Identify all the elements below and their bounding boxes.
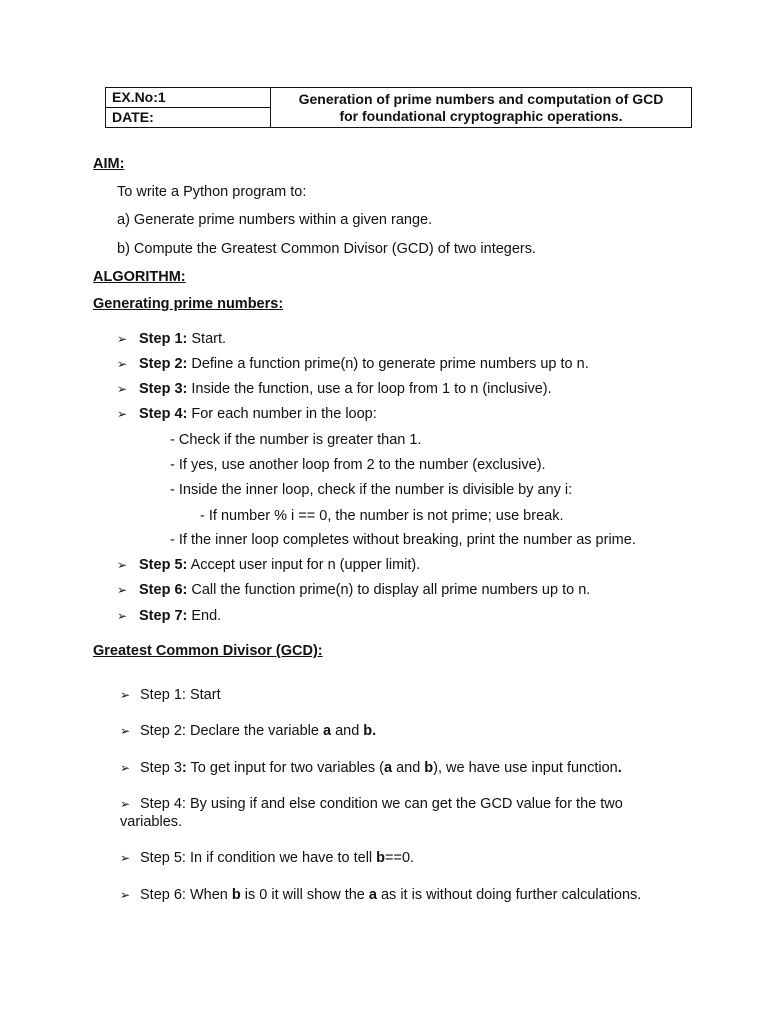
arrow-bullet-icon: ➢ <box>120 761 131 775</box>
document-title <box>271 91 691 125</box>
list-item: ➢ Step 1: Start <box>120 687 221 703</box>
substep: - If yes, use another loop from 2 to the number (exclusive). <box>170 457 546 473</box>
prime-section-heading: Generating prime numbers: <box>93 296 284 312</box>
list-item: ➢ Step 4: For each number in the loop: <box>117 406 377 422</box>
arrow-bullet-icon: ➢ <box>120 688 131 702</box>
list-item: ➢ Step 4: By using if and else condition we can get the GCD value for the two variables. <box>120 796 623 830</box>
list-item: ➢ Step 3: To get input for two variables (a and b), we have use input function. <box>120 760 622 776</box>
title-line: for foundational cryptographic operations. <box>339 108 623 124</box>
aim-item-b: b) Compute the Greatest Common Divisor (GCD) of two integers. <box>117 241 537 257</box>
arrow-bullet-icon: ➢ <box>117 357 128 371</box>
list-item: ➢ Step 2: Declare the variable a and b. <box>120 723 377 739</box>
header-table <box>105 87 692 128</box>
substep: - Inside the inner loop, check if the number is divisible by any i: <box>170 482 573 498</box>
arrow-bullet-icon: ➢ <box>117 558 128 572</box>
aim-item-a: a) Generate prime numbers within a given range. <box>117 212 433 228</box>
aim-intro: To write a Python program to: <box>117 184 307 200</box>
list-item: ➢ Step 5: In if condition we have to tell b==0. <box>120 850 415 866</box>
arrow-bullet-icon: ➢ <box>120 851 131 865</box>
substep: - If the inner loop completes without breaking, print the number as prime. <box>170 532 636 548</box>
list-item: ➢ Step 6: Call the function prime(n) to display all prime numbers up to n. <box>117 582 591 598</box>
date-label: DATE: <box>112 109 154 125</box>
gcd-section-heading: Greatest Common Divisor (GCD): <box>93 643 323 659</box>
arrow-bullet-icon: ➢ <box>120 797 131 811</box>
aim-heading: AIM: <box>93 156 125 172</box>
list-item: ➢ Step 2: Define a function prime(n) to generate prime numbers up to n. <box>117 356 589 372</box>
table-divider <box>106 107 270 108</box>
arrow-bullet-icon: ➢ <box>117 609 128 623</box>
arrow-bullet-icon: ➢ <box>117 407 128 421</box>
arrow-bullet-icon: ➢ <box>120 724 131 738</box>
arrow-bullet-icon: ➢ <box>120 888 131 902</box>
arrow-bullet-icon: ➢ <box>117 382 128 396</box>
list-item: ➢ Step 3: Inside the function, use a for loop from 1 to n (inclusive). <box>117 381 552 397</box>
arrow-bullet-icon: ➢ <box>117 332 128 346</box>
title-line: Generation of prime numbers and computation of GCD <box>298 91 664 107</box>
algorithm-heading: ALGORITHM: <box>93 269 186 285</box>
list-item: ➢ Step 1: Start. <box>117 331 227 347</box>
substep: - Check if the number is greater than 1. <box>170 432 422 448</box>
arrow-bullet-icon: ➢ <box>117 583 128 597</box>
list-item: ➢ Step 7: End. <box>117 608 222 624</box>
list-item: ➢ Step 5: Accept user input for n (upper limit). <box>117 557 421 573</box>
exercise-number: EX.No:1 <box>112 89 166 105</box>
substep: - If number % i == 0, the number is not prime; use break. <box>200 508 564 524</box>
list-item: ➢ Step 6: When b is 0 it will show the a as it is without doing further calculations. <box>120 887 642 903</box>
